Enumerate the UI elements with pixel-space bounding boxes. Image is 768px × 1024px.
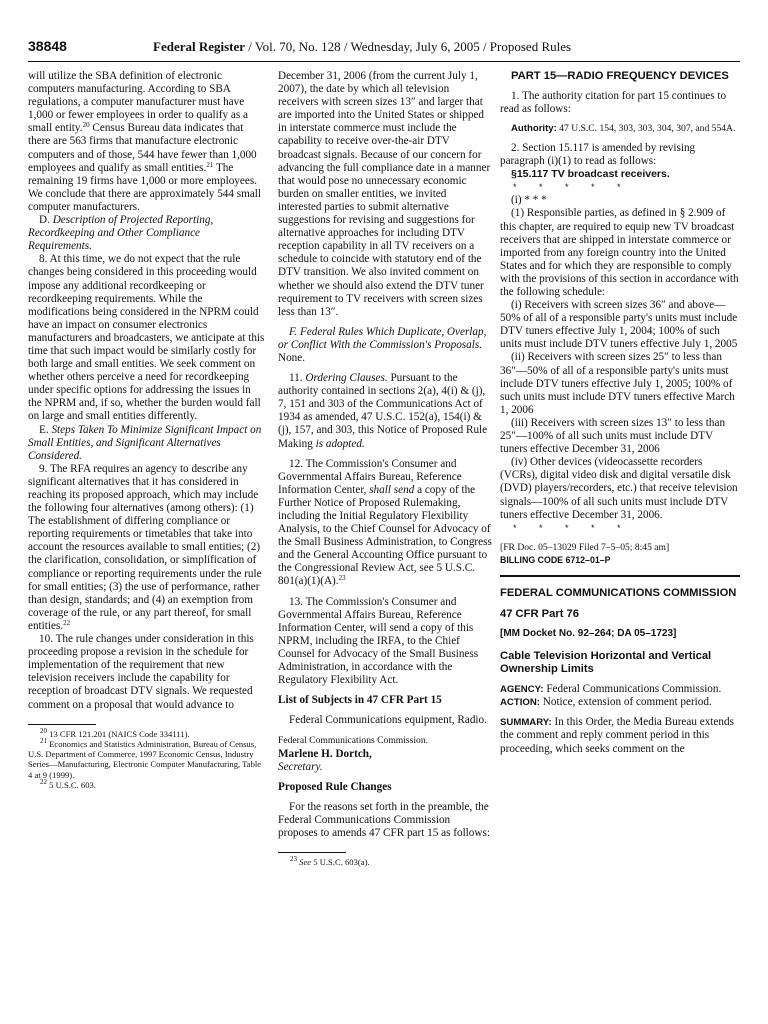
- footnote-rule: [278, 852, 346, 853]
- column-2: [278, 70, 492, 867]
- schedule-item-i: (i) Receivers with screen sizes 36″ and above—50% of all of a responsible party's units must include DTV tuners effective July 1, 2004; 100% of such units must include DTV tuners effective July 1, 2005: [500, 299, 738, 351]
- paragraph: December 31, 2006 (from the current July 1, 2007), the date by which all television receivers with screen sizes 13″ and larger that are imported into the United States or shipped in interstate commerce must include the capability to receive over-the-air DTV broadcast signals. Because of our concern for advancing the full compliance date in a manner that would pose no unnecessary economic burden on smaller entities, we invited interested parties to submit alternative suggestions for revising and suggestions for alternative approaches for including DTV reception capability in all TV receivers on a schedule to coincide with statutory end of the DTV transition. We also invited comment on whether we should also extend the DTV tuner requirement to TV receivers with screen sizes less than 13″.: [278, 70, 491, 318]
- footnote-20: $^{20}$ 13 CFR 121.201 (NAICS Code 334111).: [40, 726, 190, 739]
- paragraph-10: 10. The rule changes under consideration in this proceeding propose a revision in the schedule for implementation of the requirement that new television receivers include the capability for reception of broadcast DTV signals. We requested comment on a proposal that would advance to: [28, 633, 254, 711]
- header-title: [153, 39, 571, 55]
- section-heading-e: E. Steps Taken To Minimize Significant Impact on Small Entities, and Significant Alternatives Considered.: [28, 423, 262, 462]
- proposed-rule-changes-heading: Proposed Rule Changes: [278, 780, 392, 793]
- summary-line: SUMMARY: In this Order, the Media Bureau extends the comment and reply comment period in this proceeding, which seeks comment on the: [500, 716, 734, 755]
- part-heading: PART 15—RADIO FREQUENCY DEVICES: [511, 70, 729, 82]
- footnote-rule: [28, 724, 96, 725]
- footnotes: [278, 857, 492, 867]
- docket-number: [MM Docket No. 92–264; DA 05–1723]: [500, 628, 677, 640]
- fr-doc-line: [FR Doc. 05–13029 Filed 7–5–05; 8:45 am]: [500, 541, 670, 553]
- amendment-2: 2. Section 15.117 is amended by revising paragraph (i)(1) to read as follows:: [500, 141, 696, 168]
- paragraph-i1: (1) Responsible parties, as defined in § 2.909 of this chapter, are required to equip new TV broadcast receivers that are shipped in interstate commerce or imported from any foreign country into the United States and for which they are responsible to comply with the provisions of this section in accordance with the following schedule:: [500, 207, 739, 299]
- agency-signature: Federal Communications Commission.: [278, 735, 429, 747]
- running-header: [28, 38, 742, 58]
- schedule-item-iv: (iv) Other devices (videocassette recorders (VCRs), digital video disk and digital versatile disk (DVD) players/recorders, etc.) that receive television signals—100% of all such units must include DTV tuners effective December 31, 2006.: [500, 456, 738, 521]
- paragraph-9: 9. The RFA requires an agency to describe any significant alternatives that it has considered in reaching its proposed approach, which may include the following four alternatives (among others): (1) The establishment of differing compliance or reporting requirements or timetables that take into account the resources available to small entities; (2) the clarification, consolidation, or simplification of compliance or reporting requirements under the rule for small entities; (3) the use of performance, rather than design, standards; and (4) an exemption from coverage of the rule, or any part thereof, for small entities.$^{22}$: [28, 462, 262, 632]
- paragraph-i: (i) * * *: [511, 194, 547, 207]
- header-rule: [28, 61, 740, 62]
- billing-code: BILLING CODE 6712–01–P: [500, 554, 611, 565]
- paragraph-11: 11. Ordering Clauses. Pursuant to the authority contained in sections 2(a), 4(i) & (j), 7, 151 and 303 of the Communications Act of 1934 as amended, 47 U.S.C. 152(a), 154(i) & (j), 157, and 303, this Notice of Proposed Rule Making is adopted.: [278, 372, 488, 450]
- agency-line: AGENCY: Federal Communications Commission.: [500, 683, 722, 696]
- paragraph-8: 8. At this time, we do not expect that the rule changes being considered in this proceeding would impose any additional recordkeeping or recordkeeping requirements. While the modifications being considered in the NPRM could have an impact on consumer electronics manufacturers and broadcasters, we anticipate at this time that such impact would be similarly costly for both large and small entities. We seek comment on whether others perceive a need for recordkeeping under specific options for addressing the issues in the NPRM and, if so, whether the burden would fall on large and small entities differently.: [28, 253, 265, 423]
- page-number: 38848: [28, 38, 67, 54]
- section-heading-f: F. Federal Rules Which Duplicate, Overlap, or Conflict With the Commission's Proposals. None.: [278, 325, 487, 364]
- subjects-heading: List of Subjects in 47 CFR Part 15: [278, 694, 442, 707]
- footnote-22: $^{22}$ 5 U.S.C. 603.: [40, 778, 96, 791]
- issue-line: / Vol. 70, No. 128 / Wednesday, July 6, 2005 / Proposed Rules: [245, 39, 572, 54]
- schedule-item-ii: (ii) Receivers with screen sizes 25″ to less than 36″—50% of all of a responsible party's units must include DTV tuners effective July 1, 2005; 100% of such units must include DTV tuners effective March 1, 2006: [500, 351, 735, 416]
- schedule-item-iii: (iii) Receivers with screen sizes 13″ to less than 25″—100% of all such units must include DTV tuners effective December 31, 2006: [500, 416, 726, 456]
- amendment-1: 1. The authority citation for part 15 continues to read as follows:: [500, 90, 727, 116]
- action-line: ACTION: Notice, extension of comment period.: [500, 696, 712, 709]
- column-1: [28, 70, 265, 790]
- section-rule: [500, 575, 740, 577]
- subjects-list: Federal Communications equipment, Radio.: [289, 714, 487, 727]
- proposed-rule-changes-text: For the reasons set forth in the preamble, the Federal Communications Commission proposes to amends 47 CFR part 15 as follows:: [278, 800, 490, 839]
- authority-citation: Authority: 47 U.S.C. 154, 303, 303, 304, 307, and 554A.: [511, 123, 736, 135]
- signer-name: Marlene H. Dortch,: [278, 747, 372, 760]
- footnote-21: $^{21}$ Economics and Statistics Administration, Bureau of Census, U.S. Department of Commerce, 1997 Economic Census, Industry Series—Manufacturing, Electronic Computer Manufacturing, Table 4 at 9 (1999).: [28, 736, 262, 780]
- cfr-heading: 47 CFR Part 76: [500, 607, 579, 620]
- column-3: [500, 70, 740, 756]
- paragraph-13: 13. The Commission's Consumer and Governmental Affairs Bureau, Reference Information Center, will send a copy of this NPRM, including the IRFA, to the Chief Counsel for Advocacy of the Small Business Administration, in accordance with the Regulatory Flexibility Act.: [278, 595, 479, 687]
- paragraph-12: 12. The Commission's Consumer and Governmental Affairs Bureau, Reference Information Center, shall send a copy of the Further Notice of Proposed Rulemaking, including the Initial Regulatory Flexibility Analysis, to the Chief Counsel for Advocacy of the Small Business Administration, to Congress and the General Accounting Office pursuant to the Congressional Review Act, see 5 U.S.C. 801(a)(1)(A).$^{23}$: [278, 457, 492, 588]
- section-heading-d: D. Description of Projected Reporting, Recordkeeping and Other Compliance Requirements.: [28, 214, 214, 253]
- paragraph: will utilize the SBA definition of electronic computers manufacturing. According to SBA regulations, a computer manufacturer must have 1,000 or fewer employees in order to qualify as a small entity.$^{20}$ Census Bureau data indicates that there are 563 firms that manufacture electronic computers and of those, 544 have fewer than 1,000 employees and qualify as small entities.$^{21}$ The remaining 19 firms have 1,000 or more employees. We conclude that there are approximately 544 small computer manufacturers.: [28, 70, 262, 213]
- rule-subject: Cable Television Horizontal and Vertical Ownership Limits: [500, 650, 712, 676]
- signer-title: Secretary.: [278, 760, 323, 773]
- publication-name: Federal Register: [153, 39, 246, 54]
- footnote-23: $^{23}$ See 5 U.S.C. 603(a).: [290, 855, 370, 868]
- ellipsis-stars: * * * * *: [513, 182, 621, 193]
- agency-heading: FEDERAL COMMUNICATIONS COMMISSION: [500, 586, 737, 599]
- section-title: §15.117 TV broadcast receivers.: [511, 168, 670, 181]
- footnotes: [28, 726, 265, 791]
- ellipsis-stars: * * * * *: [513, 522, 621, 533]
